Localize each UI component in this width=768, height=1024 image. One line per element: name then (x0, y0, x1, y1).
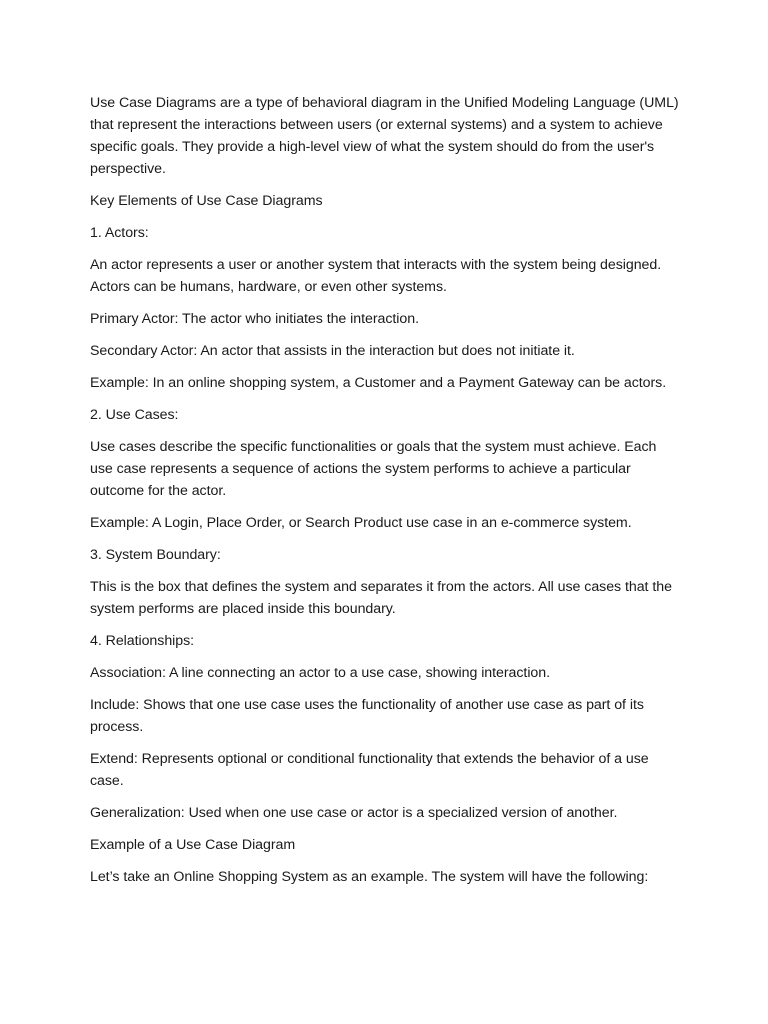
section-heading-example: Example of a Use Case Diagram (90, 837, 296, 853)
heading-relationships: 4. Relationships: (90, 633, 195, 649)
use-cases-description: Use cases describe the specific functionalities or goals that the system must achieve. Each use case represents a sequence of actions the system performs to achieve a particular outcome for the actor. (90, 439, 657, 499)
heading-actors: 1. Actors: (90, 225, 149, 241)
extend-text: Extend: Represents optional or conditional functionality that extends the behavior of a use case. (90, 751, 649, 789)
heading-use-cases: 2. Use Cases: (90, 407, 179, 423)
section-heading-key-elements: Key Elements of Use Case Diagrams (90, 193, 323, 209)
association-text: Association: A line connecting an actor to a use case, showing interaction. (90, 665, 550, 681)
include-text: Include: Shows that one use case uses the functionality of another use case as part of its process. (90, 697, 644, 735)
actors-example: Example: In an online shopping system, a Customer and a Payment Gateway can be actors. (90, 375, 667, 391)
intro-paragraph: Use Case Diagrams are a type of behavioral diagram in the Unified Modeling Language (UML) that represent the interactions between users (or external systems) and a system to achieve specific goals. They provide a high-level view of what the system should do from the user's perspective. (90, 95, 679, 177)
example-intro-text: Let’s take an Online Shopping System as an example. The system will have the following: (90, 869, 649, 885)
secondary-actor-text: Secondary Actor: An actor that assists in the interaction but does not initiate it. (90, 343, 575, 359)
generalization-text: Generalization: Used when one use case or actor is a specialized version of another. (90, 805, 618, 821)
system-boundary-description: This is the box that defines the system and separates it from the actors. All use cases that the system performs are placed inside this boundary. (90, 579, 672, 617)
primary-actor-text: Primary Actor: The actor who initiates the interaction. (90, 311, 419, 327)
document-page (90, 92, 682, 898)
heading-system-boundary: 3. System Boundary: (90, 547, 221, 563)
actors-description: An actor represents a user or another system that interacts with the system being designed. Actors can be humans, hardware, or even other systems. (90, 257, 662, 295)
use-cases-example: Example: A Login, Place Order, or Search Product use case in an e-commerce system. (90, 515, 632, 531)
